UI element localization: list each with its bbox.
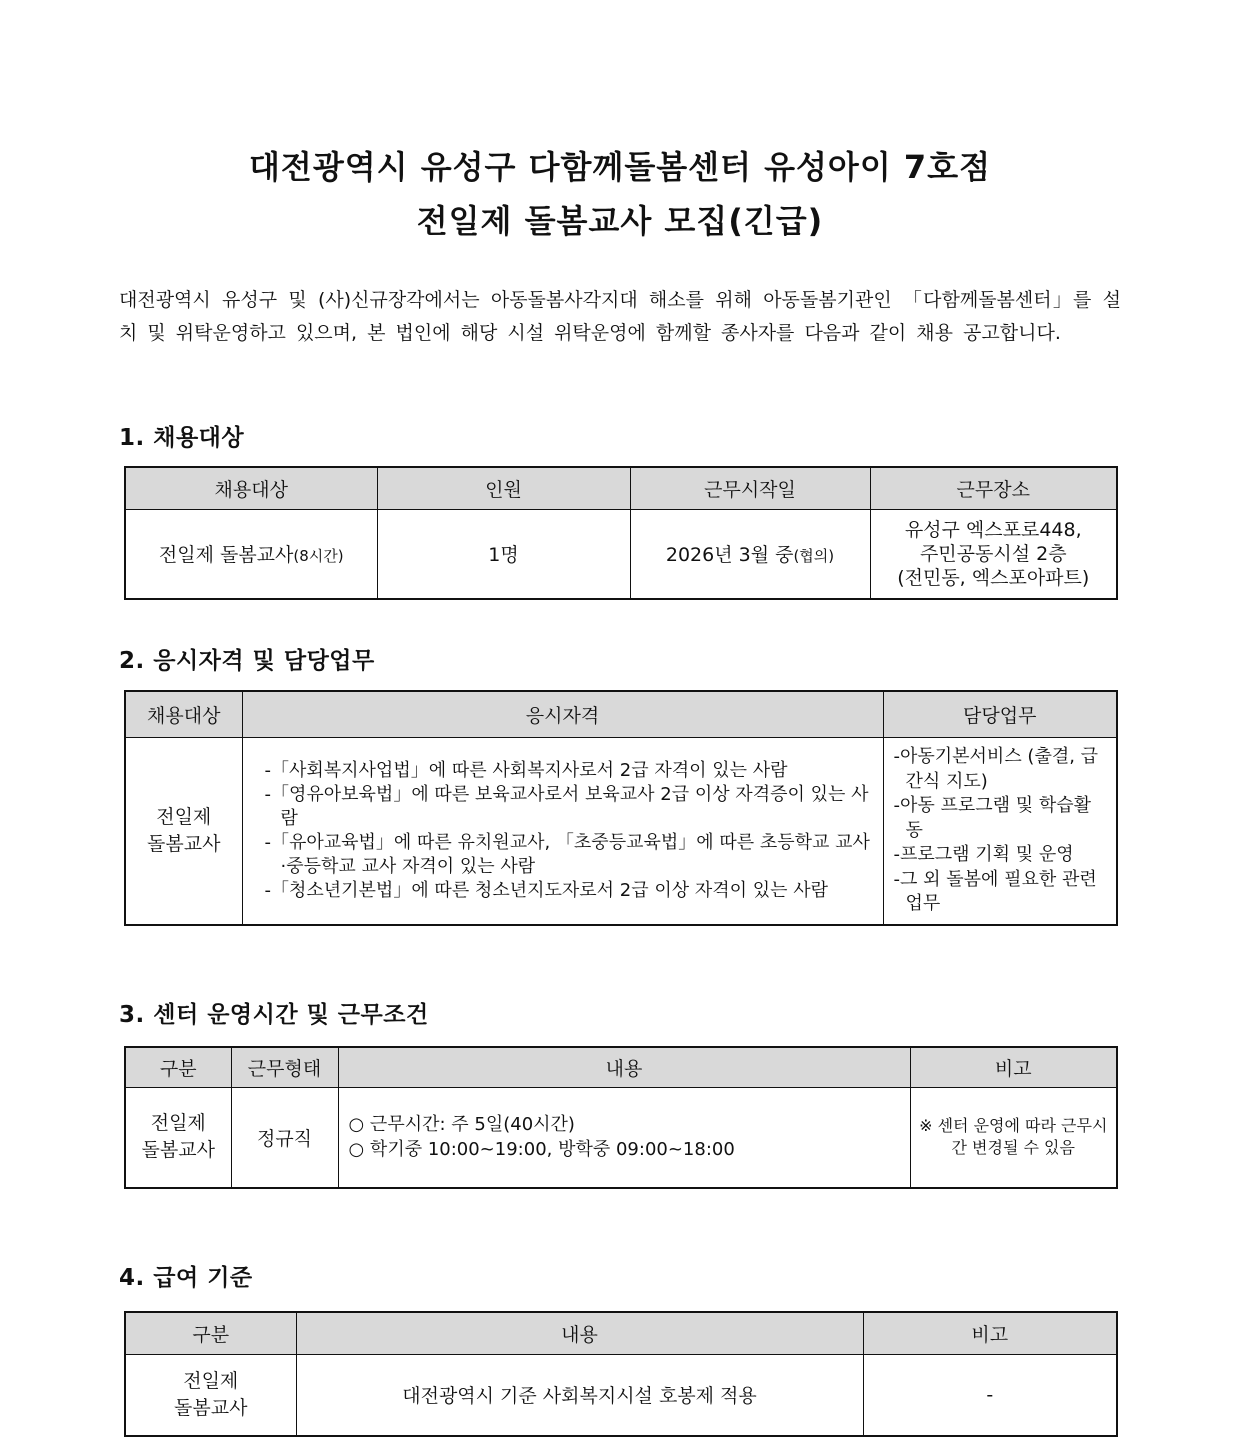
cell-target — [125, 1087, 231, 1188]
working-conditions-table — [124, 1046, 1118, 1189]
duty-item: -프로그램 기획 및 운영 — [893, 844, 1074, 865]
qualification-item: -「사회복지사업법」에 따른 사회복지사로서 2급 자격이 있는 사람 — [264, 759, 788, 781]
target-line: 전일제 — [150, 1112, 206, 1135]
section2-heading: 2. 응시자격 및 담당업무 — [119, 648, 375, 674]
target-line: 전일제 — [156, 805, 212, 828]
start-note: (협의) — [793, 547, 835, 566]
recruitment-target-table — [124, 466, 1118, 600]
target-line: 돌봄교사 — [141, 1139, 215, 1162]
duty-item: -아동 프로그램 및 학습활동 — [893, 795, 1092, 841]
target-line: 돌봄교사 — [147, 832, 221, 855]
header-start-date: 근무시작일 — [630, 467, 870, 509]
header-category: 구분 — [125, 1312, 296, 1354]
start-text: 2026년 3월 중 — [665, 544, 794, 567]
cell-target — [125, 509, 377, 599]
header-duties: 담당업무 — [883, 691, 1117, 737]
qualification-item: -「유아교육법」에 따른 유치원교사, 「초중등교육법」에 따른 초등학교 교사·중등학교 교사 자격이 있는 사람 — [264, 831, 870, 877]
salary-table — [124, 1311, 1118, 1437]
document-title-line1: 대전광역시 유성구 다함께돌봄센터 유성아이 7호점 — [249, 148, 991, 186]
cell-qualifications — [242, 737, 883, 925]
qualification-table — [124, 690, 1118, 926]
header-place: 근무장소 — [870, 467, 1117, 509]
place-line: 유성구 엑스포로448, — [904, 518, 1082, 541]
header-remarks: 비고 — [910, 1047, 1117, 1087]
qualification-item: -「영유아보육법」에 따른 보육교사로서 보육교사 2급 이상 자격증이 있는 사람 — [264, 783, 869, 829]
place-line: 주민공동시설 2층 — [919, 542, 1067, 565]
cell-duties — [883, 737, 1117, 925]
condition-line: ○ 학기중 10:00~19:00, 방학중 09:00~18:00 — [348, 1139, 735, 1161]
condition-line: ○ 근무시간: 주 5일(40시간) — [348, 1114, 575, 1136]
section4-heading: 4. 급여 기준 — [119, 1265, 253, 1291]
cell-content — [338, 1087, 910, 1188]
cell-remarks: ※ 센터 운영에 따라 근무시간 변경될 수 있음 — [910, 1087, 1117, 1188]
cell-salary-content: 대전광역시 기준 사회복지시설 호봉제 적용 — [296, 1354, 863, 1436]
cell-start-date — [630, 509, 870, 599]
section1-heading: 1. 채용대상 — [119, 425, 245, 451]
header-target: 채용대상 — [125, 467, 377, 509]
header-qualification: 응시자격 — [242, 691, 883, 737]
header-category: 구분 — [125, 1047, 231, 1087]
target-note: (8시간) — [293, 547, 344, 566]
cell-remarks: - — [863, 1354, 1117, 1436]
header-remarks: 비고 — [863, 1312, 1117, 1354]
header-count: 인원 — [377, 467, 630, 509]
cell-employment-type: 정규직 — [231, 1087, 338, 1188]
cell-target — [125, 1354, 296, 1436]
target-line: 전일제 — [183, 1369, 239, 1392]
qualification-item: -「청소년기본법」에 따른 청소년지도자로서 2급 이상 자격이 있는 사람 — [264, 879, 828, 901]
section3-heading: 3. 센터 운영시간 및 근무조건 — [119, 1002, 429, 1028]
header-employment-type: 근무형태 — [231, 1047, 338, 1087]
intro-paragraph: 대전광역시 유성구 및 (사)신규장각에서는 아동돌봄사각지대 해소를 위해 아동돌봄기관인 「다함께돌봄센터」를 설치 및 위탁운영하고 있으며, 본 법인에 해당 시설 위탁운영에 함께할 종사자를 다음과 같이 채용 공고합니다. — [119, 289, 1121, 344]
duty-item: -그 외 돌봄에 필요한 관련 업무 — [893, 868, 1097, 914]
header-content: 내용 — [296, 1312, 863, 1354]
cell-count: 1명 — [377, 509, 630, 599]
duty-item: -아동기본서비스 (출결, 급간식 지도) — [893, 746, 1099, 792]
cell-place — [870, 509, 1117, 599]
target-text: 전일제 돌봄교사 — [158, 544, 294, 567]
target-line: 돌봄교사 — [174, 1396, 248, 1419]
cell-target — [125, 737, 242, 925]
header-target: 채용대상 — [125, 691, 242, 737]
place-line: (전민동, 엑스포아파트) — [897, 566, 1090, 589]
header-content: 내용 — [338, 1047, 910, 1087]
document-title-line2: 전일제 돌봄교사 모집(긴급) — [416, 202, 824, 240]
